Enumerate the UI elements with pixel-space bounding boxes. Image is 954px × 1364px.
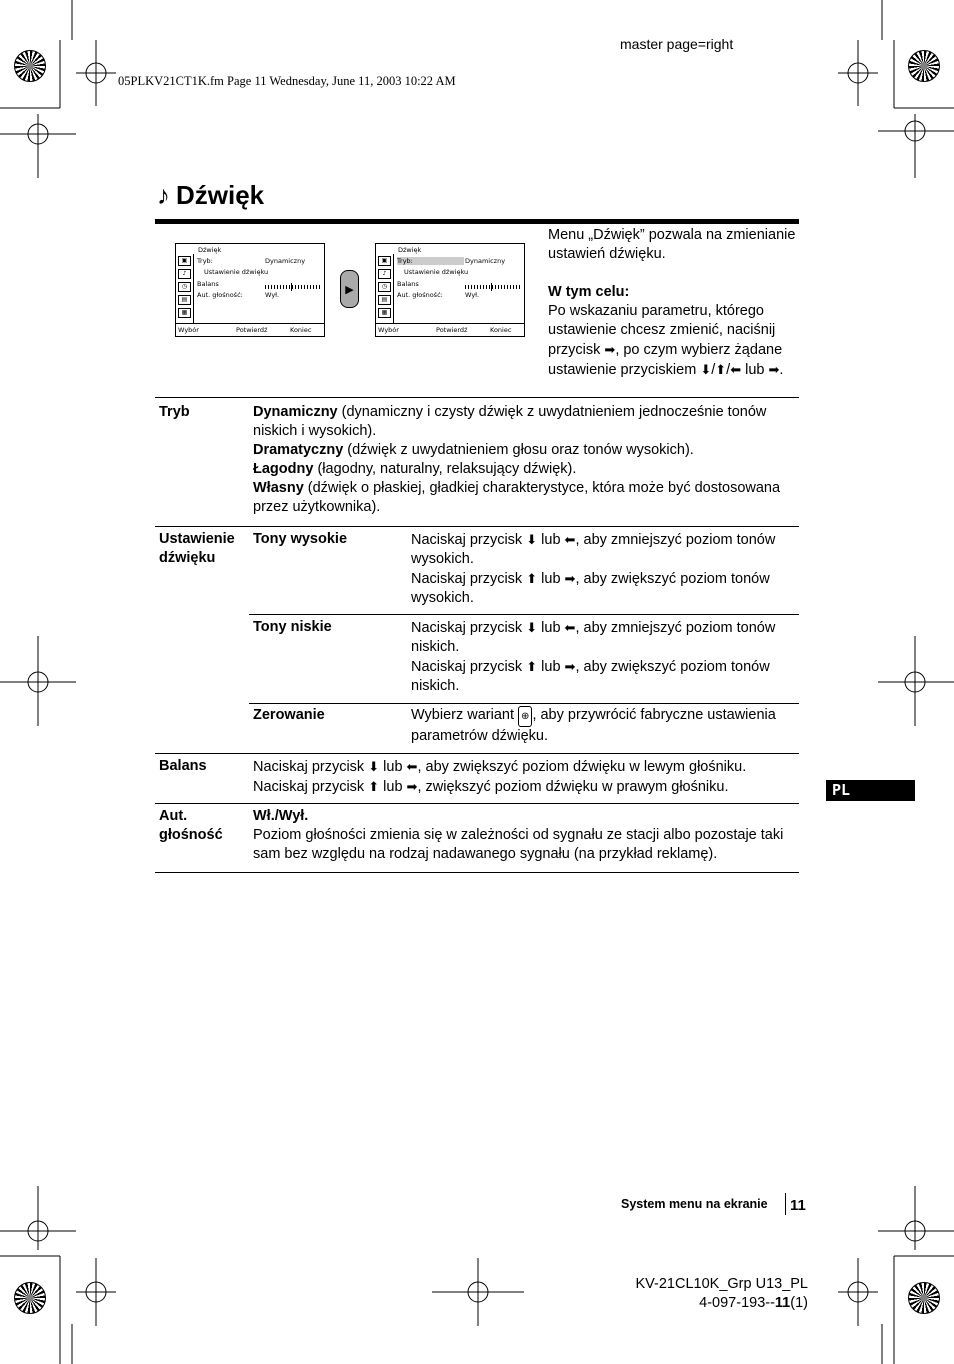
menu-row-label: Balans (197, 280, 219, 288)
menu-footer (176, 323, 324, 336)
table-rule (155, 397, 799, 398)
footer-confirm: Potwierdź (436, 326, 468, 334)
row-label-tryb: Tryb (159, 404, 190, 420)
arrow-left-icon: ⬅ (406, 759, 418, 774)
arrow-right-icon: ➡ (564, 659, 576, 674)
arrow-down-icon: ⬇ (526, 532, 538, 547)
footer-exit: Koniec (490, 326, 512, 334)
menu-row-value: Wył. (265, 291, 280, 299)
master-page-label: master page=right (620, 36, 734, 52)
intro-paragraph: Menu „Dźwięk” pozwala na zmienianie ustawień dźwięku. (548, 227, 796, 262)
picture-icon: ▣ (378, 256, 391, 266)
table-subrule (249, 614, 799, 615)
menu-footer (376, 323, 524, 336)
row-label-aut: Aut. głośność (159, 808, 223, 843)
arrow-right-icon: ➡ (564, 571, 576, 586)
page-title: Dźwięk (176, 180, 265, 210)
intro-text (548, 226, 803, 380)
footer-select: Wybór (378, 326, 399, 334)
footer-section: System menu na ekranie (621, 1197, 768, 1211)
music-note-icon: ♪ (157, 180, 170, 210)
sound-icon: ♪ (378, 269, 391, 279)
file-info-line: 05PLKV21CT1K.fm Page 11 Wednesday, June 11, 2003 10:22 AM (118, 74, 456, 88)
timer-icon: ◷ (178, 282, 191, 292)
row-label-ustawienie: Ustawienie dźwięku (159, 531, 235, 566)
arrow-left-icon: ⬅ (730, 362, 742, 377)
footer-confirm: Potwierdź (236, 326, 268, 334)
ok-button-icon: ⊕ (518, 706, 532, 727)
tony-wysokie-description: Naciskaj przycisk ⬇ lub ⬅, aby zmniejszyć poziom tonów wysokich. Naciskaj przycisk ⬆ lub ➡, aby zwiększyć poziom tonów wysokich. (411, 532, 776, 606)
arrow-down-icon: ⬇ (700, 362, 712, 377)
arrow-up-icon: ⬆ (526, 571, 538, 586)
arrow-right-icon: ➡ (768, 362, 780, 377)
footer-divider (785, 1193, 786, 1215)
arrow-up-icon: ⬆ (715, 362, 727, 377)
arrow-up-icon: ⬆ (526, 659, 538, 674)
intro-instructions: Po wskazaniu parametru, którego ustawienie chcesz zmienić, naciśnij przycisk ➡, po czym wybierz żądane ustawienie przyciskiem ⬇/⬆/⬅ lub ➡. (548, 303, 784, 378)
tony-niskie-description: Naciskaj przycisk ⬇ lub ⬅, aby zmniejszyć poziom tonów niskich. Naciskaj przycisk ⬆ lub ➡, aby zwiększyć poziom tonów niskich. (411, 620, 776, 694)
footer-model: KV-21CL10K_Grp U13_PL 4-097-193--11(1) (635, 1276, 808, 1311)
balans-description: Naciskaj przycisk ⬇ lub ⬅, aby zwiększyć poziom dźwięku w lewym głośniku. Naciskaj przycisk ⬆ lub ➡, zwiększyć poziom dźwięku w prawym głośniku. (253, 759, 747, 795)
tryb-description: Dynamiczny (dynamiczny i czysty dźwięk z uwydatnieniem jednocześnie tonów niskich i wysokich). Dramatyczny (dźwięk z uwydatnieniem głosu oraz tonów wysokich). Łagodny (łagodny, naturalny, relaksujący dźwięk). Własny (dźwięk o płaskiej, gładkiej charakterystyce, która może być dostosowana przez użytkownika). (253, 404, 781, 515)
arrow-right-icon: ▶ (340, 270, 359, 308)
footer-exit: Koniec (290, 326, 312, 334)
balance-slider (265, 285, 321, 289)
menu-icon-column (378, 256, 391, 321)
language-tab: PL (826, 780, 915, 801)
timer-icon: ◷ (378, 282, 391, 292)
section-title (157, 180, 264, 211)
preset-icon: ▤ (178, 295, 191, 305)
table-rule (155, 753, 799, 754)
table-subrule (249, 703, 799, 704)
sub-label-tony-niskie: Tony niskie (253, 619, 332, 635)
menu-row-value: Dynamiczny (465, 257, 506, 265)
intro-heading: W tym celu: (548, 284, 630, 300)
menu-icon-column (178, 256, 191, 321)
menu-row-value: Wył. (465, 291, 480, 299)
arrow-right-icon: ➡ (604, 342, 616, 357)
arrow-left-icon: ⬅ (564, 620, 576, 635)
arrow-down-icon: ⬇ (526, 620, 538, 635)
sub-label-tony-wysokie: Tony wysokie (253, 531, 348, 547)
table-rule (155, 803, 799, 804)
menu-row-label: Ustawienie dźwięku (204, 268, 269, 276)
sound-icon: ♪ (178, 269, 191, 279)
table-rule (155, 872, 799, 873)
preset-icon: ▤ (378, 295, 391, 305)
picture-icon: ▣ (178, 256, 191, 266)
menu-screen-1 (175, 243, 325, 337)
menu-row-value: Dynamiczny (265, 257, 306, 265)
menu-row-label: Ustawienie dźwięku (404, 268, 469, 276)
menu-divider (393, 254, 394, 324)
menu-row-label-highlighted: Tryb: (397, 257, 464, 265)
features-icon: ▦ (178, 308, 191, 318)
arrow-right-icon: ➡ (406, 779, 418, 794)
arrow-up-icon: ⬆ (368, 779, 380, 794)
table-rule (155, 526, 799, 527)
aut-description: Wł./Wył. Poziom głośności zmienia się w zależności od sygnału ze stacji albo pozostaje taki sam bez względu na rodzaj nadawanego sygnału (na przykład reklamę). (253, 808, 784, 862)
menu-header: Dźwięk (198, 246, 222, 254)
menu-screen-2 (375, 243, 525, 337)
zerowanie-description: Wybierz wariant ⊕ , aby przywrócić fabryczne ustawienia parametrów dźwięku. (411, 707, 776, 744)
arrow-down-icon: ⬇ (368, 759, 380, 774)
balance-slider (465, 285, 521, 289)
features-icon: ▦ (378, 308, 391, 318)
menu-row-label: Tryb: (197, 257, 213, 265)
title-rule (155, 219, 799, 224)
menu-header: Dźwięk (398, 246, 422, 254)
page-number: 11 (790, 1197, 806, 1214)
arrow-left-icon: ⬅ (564, 532, 576, 547)
menu-row-label: Aut. głośność: (197, 291, 243, 299)
menu-divider (193, 254, 194, 324)
footer-select: Wybór (178, 326, 199, 334)
menu-row-label: Balans (397, 280, 419, 288)
sub-label-zerowanie: Zerowanie (253, 707, 325, 723)
menu-row-label: Aut. głośność: (397, 291, 443, 299)
row-label-balans: Balans (159, 758, 207, 774)
